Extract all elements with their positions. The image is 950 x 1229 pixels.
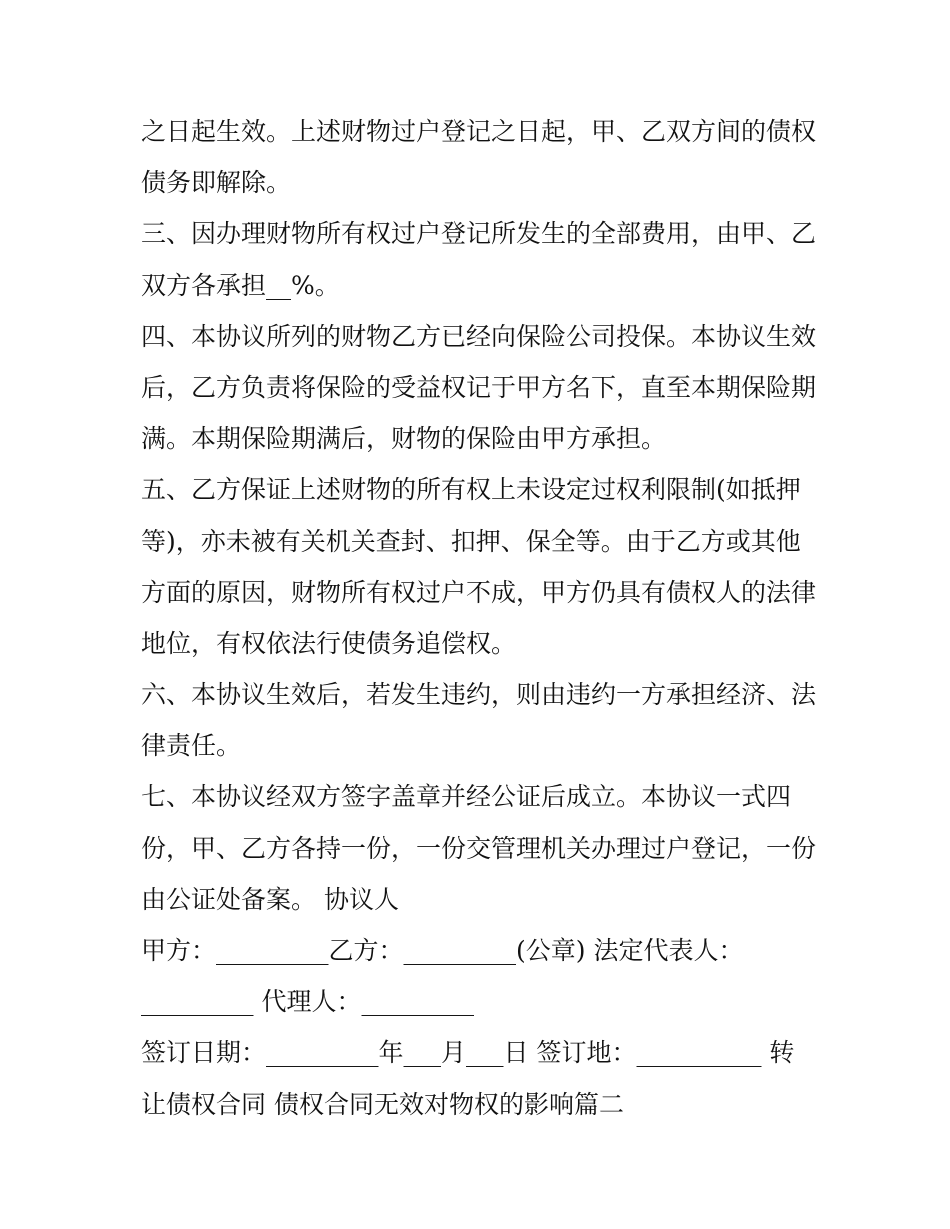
- text-line: 律责任。: [141, 731, 242, 761]
- text-line: 地位，有权依法行使债务追偿权。: [141, 628, 517, 658]
- text-line: 份，甲、乙方各持一份，一份交管理机关办理过户登记，一份: [141, 833, 817, 863]
- text-line: 由公证处备案。 协议人: [141, 884, 399, 914]
- signature-parties-line: 甲方：_________乙方：_________(公章) 法定代表人：: [141, 936, 744, 965]
- section-title-line: 让债权合同 债权合同无效对物权的影响篇二: [141, 1089, 624, 1119]
- text-line: 满。本期保险期满后，财物的保险由甲方承担。: [141, 424, 667, 454]
- text-line: 七、本协议经双方签字盖章并经公证后成立。本协议一式四: [141, 782, 792, 812]
- text-line: 六、本协议生效后，若发生违约，则由违约一方承担经济、法: [141, 680, 817, 710]
- text-line: 四、本协议所列的财物乙方已经向保险公司投保。本协议生效: [141, 321, 817, 351]
- text-line: 方面的原因，财物所有权过户不成，甲方仍具有债权人的法律: [141, 577, 817, 607]
- text-line: 之日起生效。上述财物过户登记之日起，甲、乙双方间的债权: [141, 117, 817, 146]
- signing-date-line: 签订日期：_________年___月___日 签订地：__________ 转: [141, 1038, 795, 1068]
- text-line: 五、乙方保证上述财物的所有权上未设定过权利限制(如抵押: [141, 475, 801, 505]
- text-line: 后，乙方负责将保险的受益权记于甲方名下，直至本期保险期: [141, 372, 817, 402]
- text-line: 等)，亦未被有关机关查封、扣押、保全等。由于乙方或其他: [141, 526, 801, 556]
- agent-line: _________ 代理人：_________: [141, 987, 474, 1017]
- text-line: 双方各承担__%。: [141, 270, 340, 300]
- text-line: 债务即解除。: [141, 168, 292, 198]
- document-body: [141, 106, 821, 1130]
- text-line: 三、因办理财物所有权过户登记所发生的全部费用，由甲、乙: [141, 219, 817, 249]
